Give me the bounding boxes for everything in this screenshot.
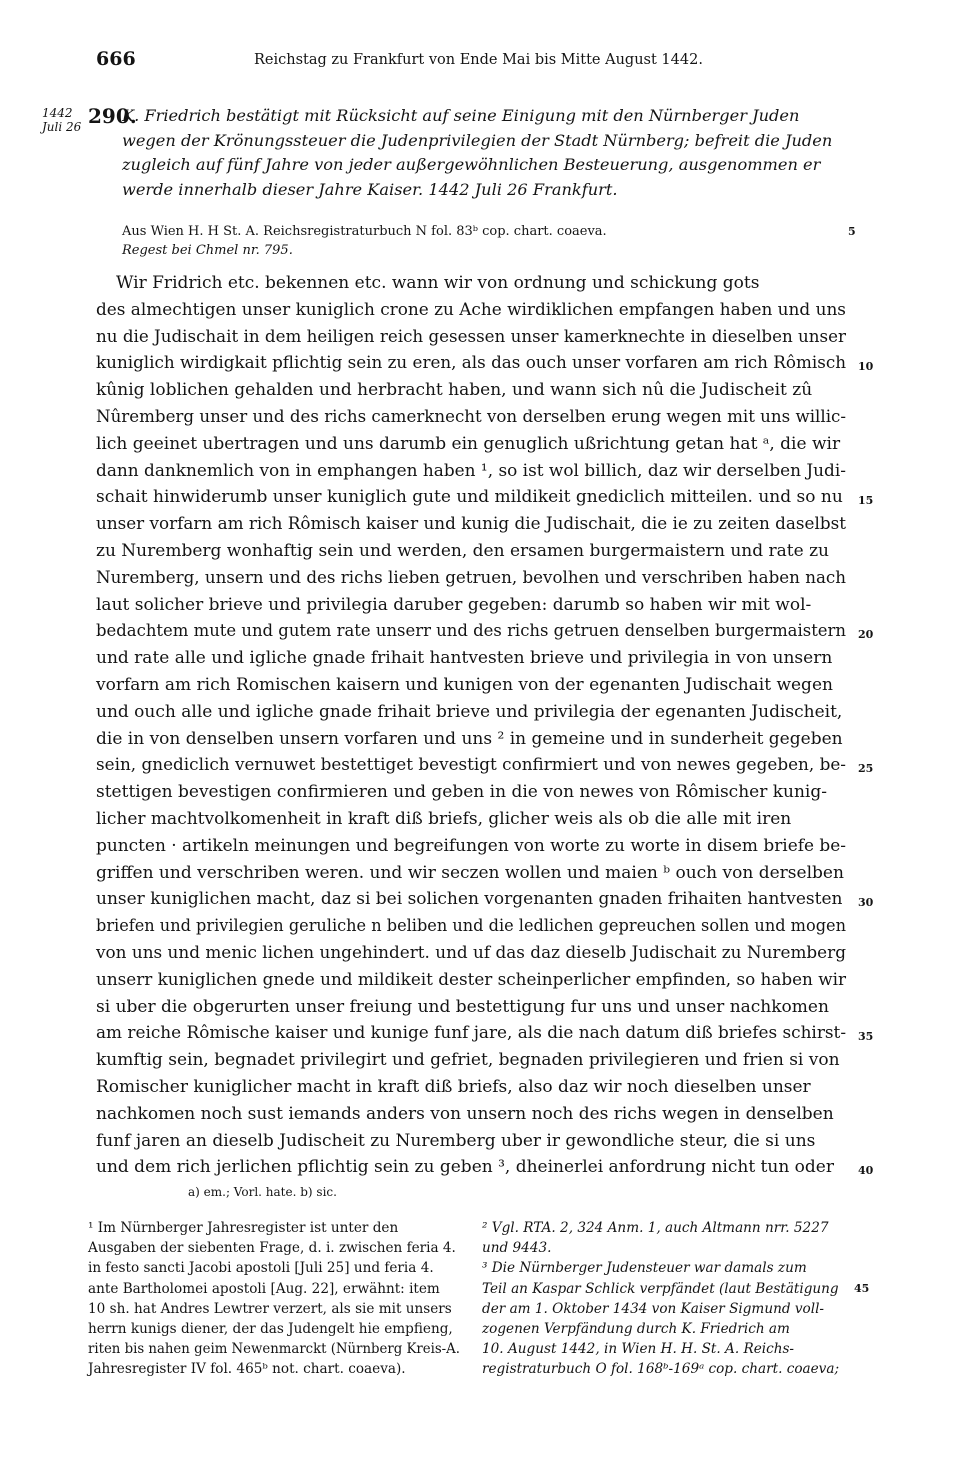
body-line [96, 431, 856, 458]
line-number: 10 [858, 360, 874, 374]
body-line-text: lich geeinet ubertragen und uns darumb ein genuglich ußrichtung getan hat ᵃ, die wir [96, 433, 841, 454]
footnote-text: registraturbuch O fol. 168ᵇ-169ᵃ cop. chart. coaeva; [482, 1361, 840, 1378]
body-line-text: Romischer kuniglicher macht in kraft diß briefs, also daz wir noch dieselben unser [96, 1076, 811, 1097]
footnote-line [482, 1359, 862, 1379]
body-line-text: bedachtem mute und gutem rate unserr und des richs getruen denselben burgermaistern [96, 621, 847, 642]
footnote-text: ³ Die Nürnberger Judensteuer war damals zum [482, 1260, 807, 1277]
footnote-line [482, 1339, 862, 1359]
body-line-text: Wir Fridrich etc. bekennen etc. wann wir von ordnung und schickung gots [116, 273, 760, 293]
body-line [96, 833, 856, 860]
line-number: 40 [858, 1164, 874, 1178]
body-line-text: Nuremberg, unsern und des richs lieben getruen, bevolhen und verschriben haben nach [96, 567, 847, 588]
footnotes-right [482, 1218, 870, 1380]
archive-source [122, 222, 862, 260]
body-line [96, 940, 856, 967]
summary-line: zugleich auf fünf Jahre von jeder außergewöhnlichen Besteuerung, ausgenommen er [122, 155, 821, 174]
textual-notes: a) em.; Vorl. hate. b) sic. [188, 1185, 337, 1199]
body-line [96, 1101, 856, 1128]
footnote-text: Teil an Kaspar Schlick verpfändet (laut Bestätigung [482, 1280, 839, 1297]
body-line [96, 967, 856, 994]
body-line [96, 672, 856, 699]
body-line [96, 699, 856, 726]
running-title: Reichstag zu Frankfurt von Ende Mai bis Mitte August 1442. [254, 52, 703, 68]
page-number: 666 [96, 48, 136, 70]
body-line [96, 458, 856, 485]
margin-date [42, 106, 81, 134]
footnote-line: 10 sh. hat Andres Lewtrer verzert, als sie mit unsers [88, 1300, 452, 1317]
line-number: 25 [858, 762, 874, 776]
body-line-text: zu Nuremberg wonhaftig sein und werden, den ersamen burgermaistern und rate zu [96, 540, 829, 561]
body-line-text: dann danknemlich von in emphangen haben ¹, so ist wol billich, daz wir derselben Judi- [96, 460, 847, 481]
body-line [96, 350, 874, 377]
body-line [96, 297, 856, 324]
footnote-line: riten bis nahen geim Newenmarckt (Nürnberg Kreis-A. [88, 1341, 460, 1358]
body-line [96, 886, 874, 913]
document-number: 290. [88, 104, 137, 128]
body-line-text: licher machtvolkomenheit in kraft diß briefs, glicher weis als ob die alle mit iren [96, 808, 792, 829]
line-number: 15 [858, 494, 874, 508]
body-line-text: nu die Judischait in dem heiligen reich gesessen unser kamerknechte in dieselben unser [96, 326, 846, 347]
footnote-line [482, 1258, 862, 1278]
body-line-text: und ouch alle und igliche gnade frihait brieve und privilegia der egenanten Judischeit, [96, 701, 843, 722]
line-number: 30 [858, 896, 874, 910]
body-line [96, 377, 856, 404]
body-line [96, 511, 856, 538]
body-line-text: und rate alle und igliche gnade frihait hantvesten brieve und privilegia in von unsern [96, 648, 833, 669]
footnote-text: zogenen Verpfändung durch K. Friedrich am [482, 1321, 790, 1338]
body-line-text: si uber die obgerurten unser freiung und bestettigung fur uns und unser nachkomen [96, 996, 829, 1017]
footnote-text: 10. August 1442, in Wien H. H. St. A. Reichs- [482, 1341, 795, 1358]
footnote-line [482, 1238, 862, 1258]
body-line-text: unser kuniglichen macht, daz si bei solichen vorgenanten gnaden frihaiten hantvesten [96, 889, 843, 910]
body-line-text: nachkomen noch sust iemands anders von unsern noch des richs wegen in denselben [96, 1103, 834, 1124]
body-line [96, 404, 856, 431]
archive-reference: Aus Wien H. H St. A. Reichsregistraturbuch N fol. 83ᵇ cop. chart. coaeva. [122, 224, 607, 239]
body-line-text: laut solicher brieve und privilegia daruber gegeben: darumb so haben wir mit wol- [96, 594, 812, 615]
footnote-line: herrn kunigs diener, der das Judengelt hie empfieng, [88, 1321, 453, 1338]
summary-line: K. Friedrich bestätigt mit Rücksicht auf seine Einigung mit den Nürnberger Juden [122, 106, 800, 125]
summary-line: wegen der Krönungssteuer die Judenprivilegien der Stadt Nürnberg; befreit die Juden [122, 130, 833, 150]
body-line-text: und dem rich jerlichen pflichtig sein zu geben ³, dheinerlei anfordrung nicht tun oder [96, 1157, 834, 1178]
line-number: 5 [848, 225, 856, 238]
footnote-line: ante Bartholomei apostoli [Aug. 22], erwähnt: item [88, 1280, 440, 1297]
body-line-text: vorfarn am rich Romischen kaisern und kunigen von der egenanten Judischait wegen [96, 674, 833, 695]
body-line-text: sein, gnediclich vernuwet bestettiget bevestigt confirmiert und von newes gegeben, be- [96, 755, 846, 776]
body-line [96, 726, 856, 753]
archive-line [122, 222, 862, 241]
body-line [96, 565, 856, 592]
body-line-text: des almechtigen unser kuniglich crone zu Ache wirdiklichen empfangen haben und uns [96, 299, 846, 320]
footnote-line: ¹ Im Nürnberger Jahresregister ist unter den [88, 1220, 399, 1236]
footnotes-left [88, 1218, 460, 1380]
summary-line: werde innerhalb dieser Jahre Kaiser. 1442 Juli 26 Frankfurt. [122, 179, 618, 199]
footnote-line [482, 1279, 870, 1299]
body-line [96, 270, 856, 297]
document-body [96, 270, 874, 1181]
footnote-text: der am 1. Oktober 1434 von Kaiser Sigmund voll- [482, 1300, 825, 1317]
body-line [96, 913, 856, 940]
body-line-text: von uns und menic lichen ungehindert. und uf das daz dieselb Judischait zu Nuremberg [96, 942, 846, 963]
footnote-line: in festo sancti Jacobi apostoli [Juli 25] und feria 4. [88, 1260, 434, 1277]
margin-date-day: Juli 26 [42, 120, 82, 134]
document-summary [122, 104, 862, 202]
footnote-text: ² Vgl. RTA. 2, 324 Anm. 1, auch Altmann nrr. 5227 [482, 1220, 829, 1236]
body-line-text: kûnig loblichen gehalden und herbracht haben, und wann sich nû die Judischeit zû [96, 380, 813, 401]
body-line [96, 779, 856, 806]
footnote-line: Jahresregister IV fol. 465ᵇ not. chart. coaeva). [88, 1361, 406, 1378]
body-line [96, 484, 874, 511]
line-number: 45 [854, 1281, 870, 1295]
line-number: 35 [858, 1030, 874, 1044]
body-line [96, 324, 856, 351]
body-line [96, 1047, 856, 1074]
regest-reference: Regest bei Chmel nr. 795. [122, 243, 293, 258]
footnote-line [482, 1299, 862, 1319]
body-line [96, 806, 856, 833]
footnote-line: Ausgaben der siebenten Frage, d. i. zwischen feria 4. [88, 1240, 456, 1257]
body-line-text: kuniglich wirdigkait pflichtig sein zu eren, als das ouch unser vorfaren am rich Rômisch [96, 353, 847, 374]
body-line [96, 860, 856, 887]
body-line [96, 1020, 874, 1047]
body-line [96, 538, 856, 565]
body-line [96, 618, 874, 645]
body-line-text: puncten · artikeln meinungen und begreifungen von worte zu worte in disem briefe be- [96, 835, 846, 856]
body-line-text: kumftig sein, begnadet privilegirt und gefriet, begnaden privilegieren und frien si von [96, 1050, 840, 1071]
body-line-text: griffen und verschriben weren. und wir seczen wollen und maien ᵇ ouch von derselben [96, 862, 844, 883]
body-line-text: am reiche Rômische kaiser und kunige funf jare, als die nach datum diß briefes schirst- [96, 1023, 847, 1044]
body-line [96, 994, 856, 1021]
body-line-text: unserr kuniglichen gnede und mildikeit dester scheinperlicher empfinden, so haben wir [96, 969, 846, 990]
body-line-text: Nûremberg unser und des richs camerknecht von derselben erung wegen mit uns willic- [96, 406, 846, 427]
margin-date-year: 1442 [42, 106, 73, 120]
body-line [96, 645, 856, 672]
body-line-text: schait hinwiderumb unser kuniglich gute und mildikeit gnediclich mitteilen. und so nu [96, 487, 843, 508]
footnote-text: und 9443. [482, 1240, 552, 1257]
body-line-text: briefen und privilegien geruliche n beliben und die ledlichen gepreuchen sollen und mogen [96, 916, 846, 937]
body-line [96, 752, 874, 779]
body-line [96, 1154, 874, 1181]
body-line-text: stettigen bevestigen confirmieren und geben in die von newes von Rômischer kunig- [96, 782, 827, 803]
body-line-text: funf jaren an dieselb Judischeit zu Nuremberg uber ir gewondliche steur, die si uns [96, 1130, 816, 1151]
body-line [96, 1128, 856, 1155]
body-line [96, 592, 856, 619]
line-number: 20 [858, 628, 874, 642]
body-line-text: unser vorfarn am rich Rômisch kaiser und kunig die Judischait, die ie zu zeiten daselbst [96, 514, 846, 535]
body-line-text: die in von denselben unsern vorfaren und uns ² in gemeine und in sunderheit gegeben [96, 728, 843, 749]
body-line [96, 1074, 856, 1101]
footnote-line [482, 1218, 862, 1238]
footnote-line [482, 1319, 862, 1339]
